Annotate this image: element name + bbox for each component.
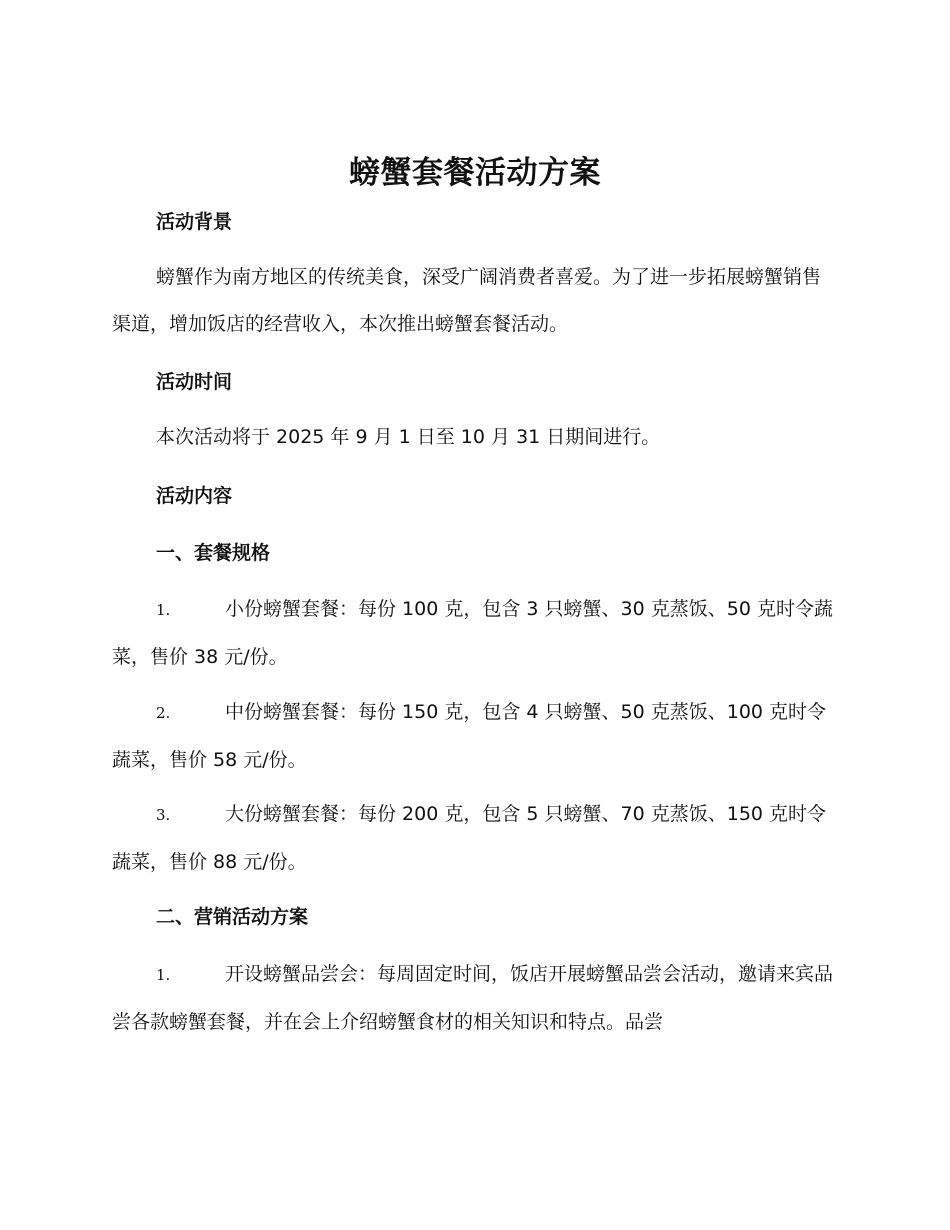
document-title: 螃蟹套餐活动方案 [349,155,601,191]
paragraph-time: 本次活动将于 2025 年 9 月 1 日至 10 月 31 日期间进行。 [156,426,661,448]
list-item-text: 大份螃蟹套餐：每份 200 克，包含 5 只螃蟹、70 克蒸饭、150 克时令蔬菜，售价 88 元/份。 [112,803,827,873]
list-item-number: 3. [156,806,171,824]
heading-content: 活动内容 [156,485,233,507]
list-item-spec-2 [112,689,837,784]
list-item-text: 中份螃蟹套餐：每份 150 克，包含 4 只螃蟹、50 克蒸饭、100 克时令蔬菜，售价 58 元/份。 [112,701,827,771]
list-item-spec-1 [112,586,837,681]
heading-time: 活动时间 [156,371,233,393]
list-item-text: 开设螃蟹品尝会：每周固定时间，饭店开展螃蟹品尝会活动，邀请来宾品尝各款螃蟹套餐，并在会上介绍螃蟹食材的相关知识和特点。品尝 [112,963,834,1033]
heading-marketing: 二、营销活动方案 [156,906,309,928]
list-item-number: 1. [156,966,171,984]
heading-background: 活动背景 [156,211,233,233]
paragraph-background: 螃蟹作为南方地区的传统美食，深受广阔消费者喜爱。为了进一步拓展螃蟹销售渠道，增加饭店的经营收入，本次推出螃蟹套餐活动。 [112,266,822,335]
list-item-text: 小份螃蟹套餐：每份 100 克，包含 3 只螃蟹、30 克蒸饭、50 克时令蔬菜，售价 38 元/份。 [112,598,833,668]
list-item-marketing-1 [112,951,837,1046]
heading-specs: 一、套餐规格 [156,542,271,564]
list-item-spec-3 [112,791,837,886]
list-item-number: 2. [156,704,171,722]
list-item-number: 1. [156,601,171,619]
